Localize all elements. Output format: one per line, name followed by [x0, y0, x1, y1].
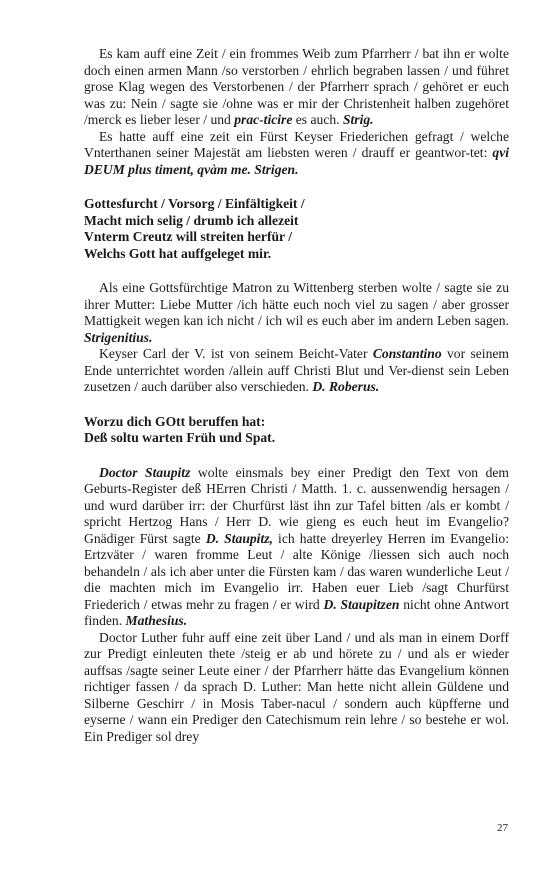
paragraph — [84, 280, 509, 346]
verse-line: Macht mich selig / drumb ich allezeit — [84, 212, 299, 228]
paragraph — [84, 129, 509, 179]
text-run: nicht ohne Antwort finden. — [84, 596, 510, 628]
text-run: Keyser Carl der V. ist von seinem Beicht-Vater — [99, 346, 373, 361]
text-run: ich hatte dreyerley Herren im Evangelio: Ertzväter / waren fromme Leut / alte Könige /liessen sich auch noch behandeln / als ich aber unter die Fürsten kam / das waren wunderliche Leut / die machten mich im Evangelio irr. Haben euer Lieb /sagt Churfürst Friederich / etwas mehr zu fragen / er wird — [84, 530, 509, 612]
verse-block-1 — [84, 196, 509, 262]
page-number: 27 — [497, 822, 508, 834]
text-run: Doctor Luther fuhr auff eine zeit über Land / und als man in einem Dorff zur Predigt einleuten thete /steig er ab und hörete zu / und als er wieder auffsas /sagte seiner Leute einer / der Pfarrherr hätte das Evangelium können richtiger fassen / da sprach D. Luther: Man hette nicht allein Güldene und Silberne Geschirr / in Mosis Taber-nacul / sondern auch küpfferne und eyserne / wann ein Prediger den Catechismum rein lehre / so bestehe er wol. Ein Prediger sol drey — [84, 629, 509, 744]
text-run: Es kam auff eine Zeit / ein frommes Weib zum Pfarrherr / bat ihn er wolte doch einen armen Mann /so verstorben / ehrlich begraben lassen / und führet grose Klag wegen des Verstorbenen / der Pfarrherr sprach / gehöret er euch was zu: Nein / sagte sie /ohne was er mir der Christenheit halben zugehöret /merck es lieber leser / und — [84, 46, 509, 127]
emphasis-run: Strigenitius. — [84, 329, 153, 345]
emphasis-run: Mathesius. — [125, 613, 188, 628]
text-run: Als eine Gottsfürchtige Matron zu Wittenberg sterben wolte / sagte sie zu ihrer Mutter: Liebe Mutter /ich hätte euch noch viel zu sagen / aber grosser Mattigkeit wegen kan ich nicht / ich wil es euch aber im andern Leben sagen. — [84, 280, 509, 328]
paragraph — [84, 630, 509, 746]
emphasis-run: D. Staupitzen — [323, 596, 400, 612]
text-run: vor seinem Ende unterrichtet worden /allein auff Christi Blut und Ver-dienst sein Leben zusetzen / auch darüber also verschieden. — [84, 346, 509, 394]
verse-line: Welchs Gott hat auffgeleget mir. — [84, 245, 272, 261]
emphasis-run: D. Roberus. — [312, 379, 380, 394]
paragraph — [84, 346, 509, 396]
verse-line: Deß soltu warten Früh und Spat. — [84, 430, 276, 445]
verse-line: Worzu dich GOtt beruffen hat: — [84, 413, 266, 429]
paragraph-group-a — [84, 46, 509, 178]
text-run: wolte einsmals bey einer Predigt den Text von dem Geburts-Register deß HErren Christi / Matth. 1. c. aussenwendig hersagen / und wurd darüber irr: der Churfürst läst ihn zur Tafel bitten /als er kombt / spricht Hertzog Hans / Herr D. wie gieng es euch heut im Evangelio? Gnädiger Fürst sagte — [84, 464, 510, 546]
text-run: Es hatte auff eine zeit ein Fürst Keyser Friederichen gefragt / welche Vnterthanen seiner Majestät am liebsten weren / drauff er geantwor-tet: — [84, 128, 509, 160]
verse-line: Vnterm Creutz will streiten herfür / — [84, 229, 293, 244]
emphasis-run: qvi DEUM plus timent, qvàm me. Strigen. — [84, 145, 509, 177]
emphasis-run: Constantino — [372, 346, 442, 361]
verse-block-2 — [84, 414, 509, 447]
emphasis-run: Doctor Staupitz — [99, 464, 191, 480]
paragraph-group-b — [84, 280, 509, 396]
verse-line: Gottesfurcht / Vorsorg / Einfältigkeit / — [84, 196, 305, 211]
paragraph — [84, 465, 509, 630]
emphasis-run: Strig. — [342, 112, 374, 127]
paragraph — [84, 46, 509, 129]
emphasis-run: D. Staupitz, — [205, 530, 273, 546]
page-text — [84, 46, 509, 745]
emphasis-run: prac-ticire — [234, 112, 293, 127]
text-run: es auch. — [292, 112, 343, 127]
paragraph-group-c — [84, 465, 509, 746]
